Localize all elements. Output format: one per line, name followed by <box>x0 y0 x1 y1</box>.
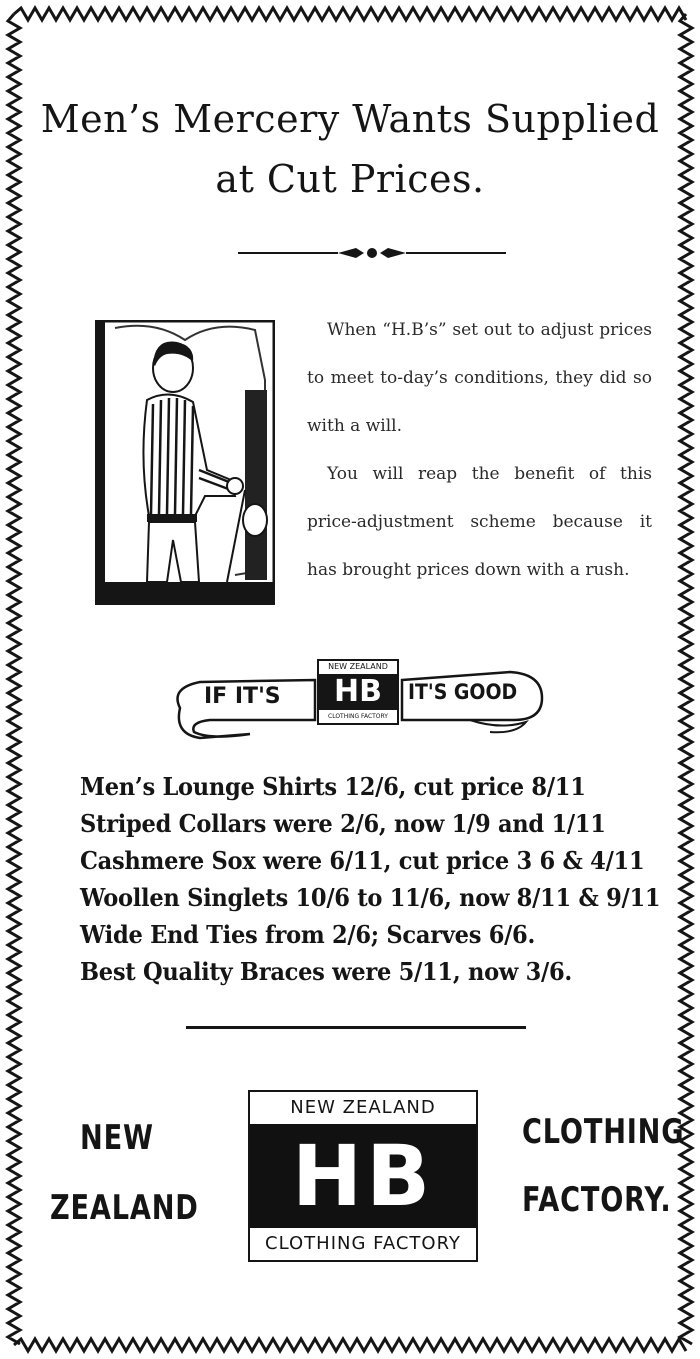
banner-badge-bottom: CLOTHING FACTORY <box>328 713 388 720</box>
slogan-banner <box>170 658 550 740</box>
footer-right-line-1: CLOTHING <box>522 1112 685 1152</box>
horizontal-rule <box>186 1026 526 1029</box>
banner-badge-letters: HB <box>334 674 382 709</box>
border-edge <box>8 14 20 1344</box>
intro-text <box>307 306 652 594</box>
price-item: Men’s Lounge Shirts 12/6, cut price 8/11 <box>80 772 586 801</box>
price-item: Striped Collars were 2/6, now 1/9 and 1/11 <box>80 809 606 838</box>
border-edge <box>14 8 686 20</box>
price-list <box>80 768 661 990</box>
price-item: Cashmere Sox were 6/11, cut price 3 6 & 4/11 <box>80 846 645 875</box>
headline-line-2: at Cut Prices. <box>215 157 485 201</box>
banner-badge-top: NEW ZEALAND <box>328 662 388 671</box>
intro-paragraph-1: When “H.B’s” set out to adjust prices to meet to-day’s conditions, they did so with a will. <box>307 320 652 436</box>
logo-letters: HB <box>291 1127 435 1225</box>
intro-paragraph-2: You will reap the benefit of this price-adjustment scheme because it has brought prices down with a rush. <box>307 464 652 580</box>
headline-line-1: Men’s Mercery Wants Supplied <box>40 97 660 141</box>
ornament-divider <box>238 242 506 264</box>
price-item: Wide End Ties from 2/6; Scarves 6/6. <box>80 920 536 949</box>
man-illustration <box>95 320 275 605</box>
footer-right-line-2: FACTORY. <box>522 1180 672 1220</box>
logo-frame <box>248 1090 478 1262</box>
price-item: Best Quality Braces were 5/11, now 3/6. <box>80 957 572 986</box>
footer-left-line-1: NEW <box>80 1118 154 1158</box>
border-edge <box>14 1339 686 1351</box>
logo-bottom-text: CLOTHING FACTORY <box>265 1233 461 1254</box>
price-item: Woollen Singlets 10/6 to 11/6, now 8/11 & 9/11 <box>80 883 661 912</box>
banner-left-text: IF IT'S <box>204 684 281 709</box>
banner-right-text: IT'S GOOD <box>408 680 518 704</box>
footer-left-line-2: ZEALAND <box>50 1188 199 1228</box>
logo-top-text: NEW ZEALAND <box>290 1097 436 1118</box>
logo-letter-panel <box>250 1124 476 1228</box>
hb-logo <box>248 1090 478 1262</box>
